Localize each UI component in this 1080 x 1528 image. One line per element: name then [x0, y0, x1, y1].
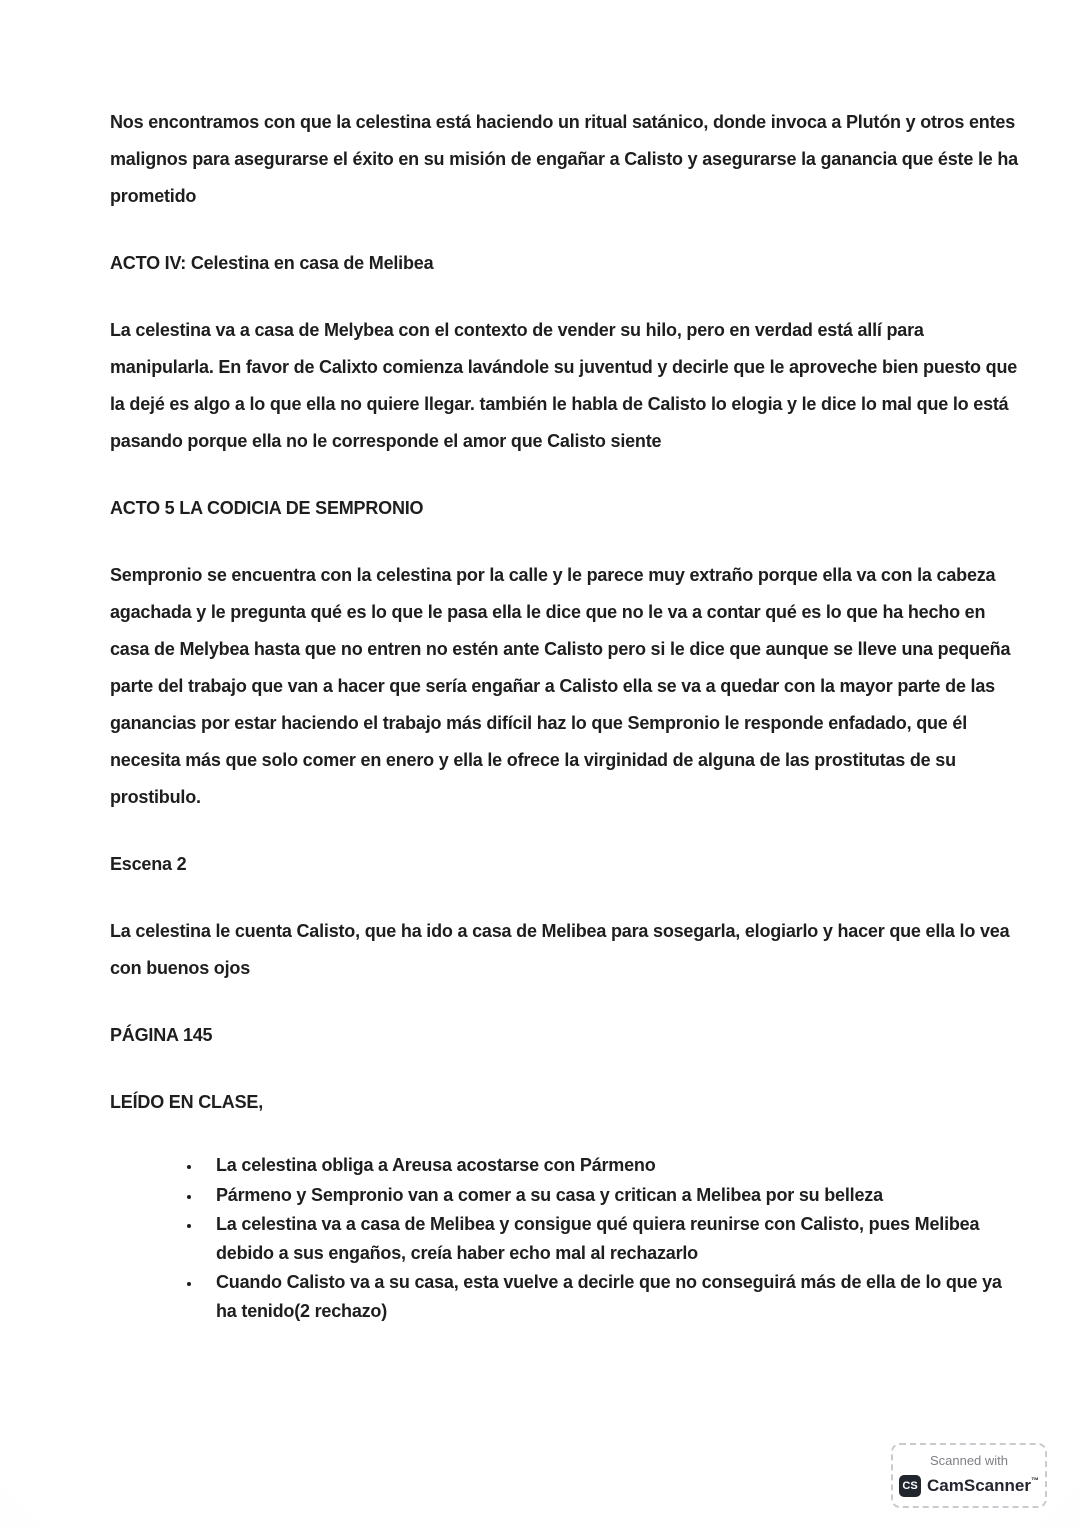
bullet-text: Pármeno y Sempronio van a comer a su casa y critican a Melibea por su belleza — [216, 1184, 883, 1205]
camscanner-app-name-text: CamScanner — [927, 1476, 1031, 1495]
paragraph-acto-5: Sempronio se encuentra con la celestina por la calle y le parece muy extraño porque ella va con la cabeza agachada y le pregunta qué es lo que le pasa ella le dice que no le va a contar qué es lo que ha hecho en casa de Melybea hasta que no entren no estén ante Calisto pero si le dice que aunque se lleve una pequeña parte del trabajo que van a hacer que sería engañar a Calisto ella se va a quedar con la mayor parte de las ganancias por estar haciendo el trabajo más difícil haz lo que Sempronio le responde enfadado, que él necesita más que solo comer en enero y ella le ofrece la virginidad de alguna de las prostitutas de su prostibulo. — [110, 565, 1011, 807]
heading-leido-en-clase: LEÍDO EN CLASE, — [110, 1092, 264, 1112]
list-item — [202, 1210, 1018, 1267]
heading-pagina-145: PÁGINA 145 — [110, 1025, 213, 1045]
scanned-with-label: Scanned with — [929, 1453, 1009, 1468]
bullet-text: La celestina obliga a Areusa acostarse con Pármeno — [216, 1155, 656, 1175]
document-content — [110, 104, 1018, 1326]
camscanner-app-name — [927, 1476, 1039, 1496]
list-item — [202, 1181, 1018, 1210]
list-item — [202, 1151, 1018, 1180]
trademark-symbol: ™ — [1030, 1476, 1039, 1485]
camscanner-brand-row — [901, 1475, 1037, 1497]
camscanner-icon: CS — [899, 1475, 921, 1497]
heading-escena-2: Escena 2 — [110, 854, 187, 874]
list-item — [202, 1268, 1018, 1325]
bullet-list — [110, 1151, 1018, 1325]
paragraph-escena-2: La celestina le cuenta Calisto, que ha ido a casa de Melibea para sosegarla, elogiarlo y hacer que ella lo vea con buenos ojos — [110, 921, 1010, 978]
paragraph-ritual-satanico: Nos encontramos con que la celestina está haciendo un ritual satánico, donde invoca a Plutón y otros entes malignos para asegurarse el éxito en su misión de engañar a Calisto y asegurarse la ganancia que éste le ha prometido — [110, 112, 1018, 206]
bullet-text: La celestina va a casa de Melibea y consigue qué quiera reunirse con Calisto, pues Melibea debido a sus engaños, creía haber echo mal al rechazarlo — [216, 1214, 980, 1263]
bullet-text: Cuando Calisto va a su casa, esta vuelve a decirle que no conseguirá más de ella de lo que ya ha tenido(2 rechazo) — [216, 1272, 1002, 1321]
camscanner-badge — [891, 1443, 1047, 1508]
paragraph-acto-iv: La celestina va a casa de Melybea con el contexto de vender su hilo, pero en verdad está allí para manipularla. En favor de Calixto comienza lavándole su juventud y decirle que le aproveche bien puesto que la dejé es algo a lo que ella no quiere llegar. también le habla de Calisto lo elogia y le dice lo mal que lo está pasando porque ella no le corresponde el amor que Calisto siente — [110, 320, 1018, 451]
heading-acto-5: ACTO 5 LA CODICIA DE SEMPRONIO — [110, 498, 424, 518]
heading-acto-iv: ACTO IV: Celestina en casa de Melibea — [110, 253, 434, 273]
